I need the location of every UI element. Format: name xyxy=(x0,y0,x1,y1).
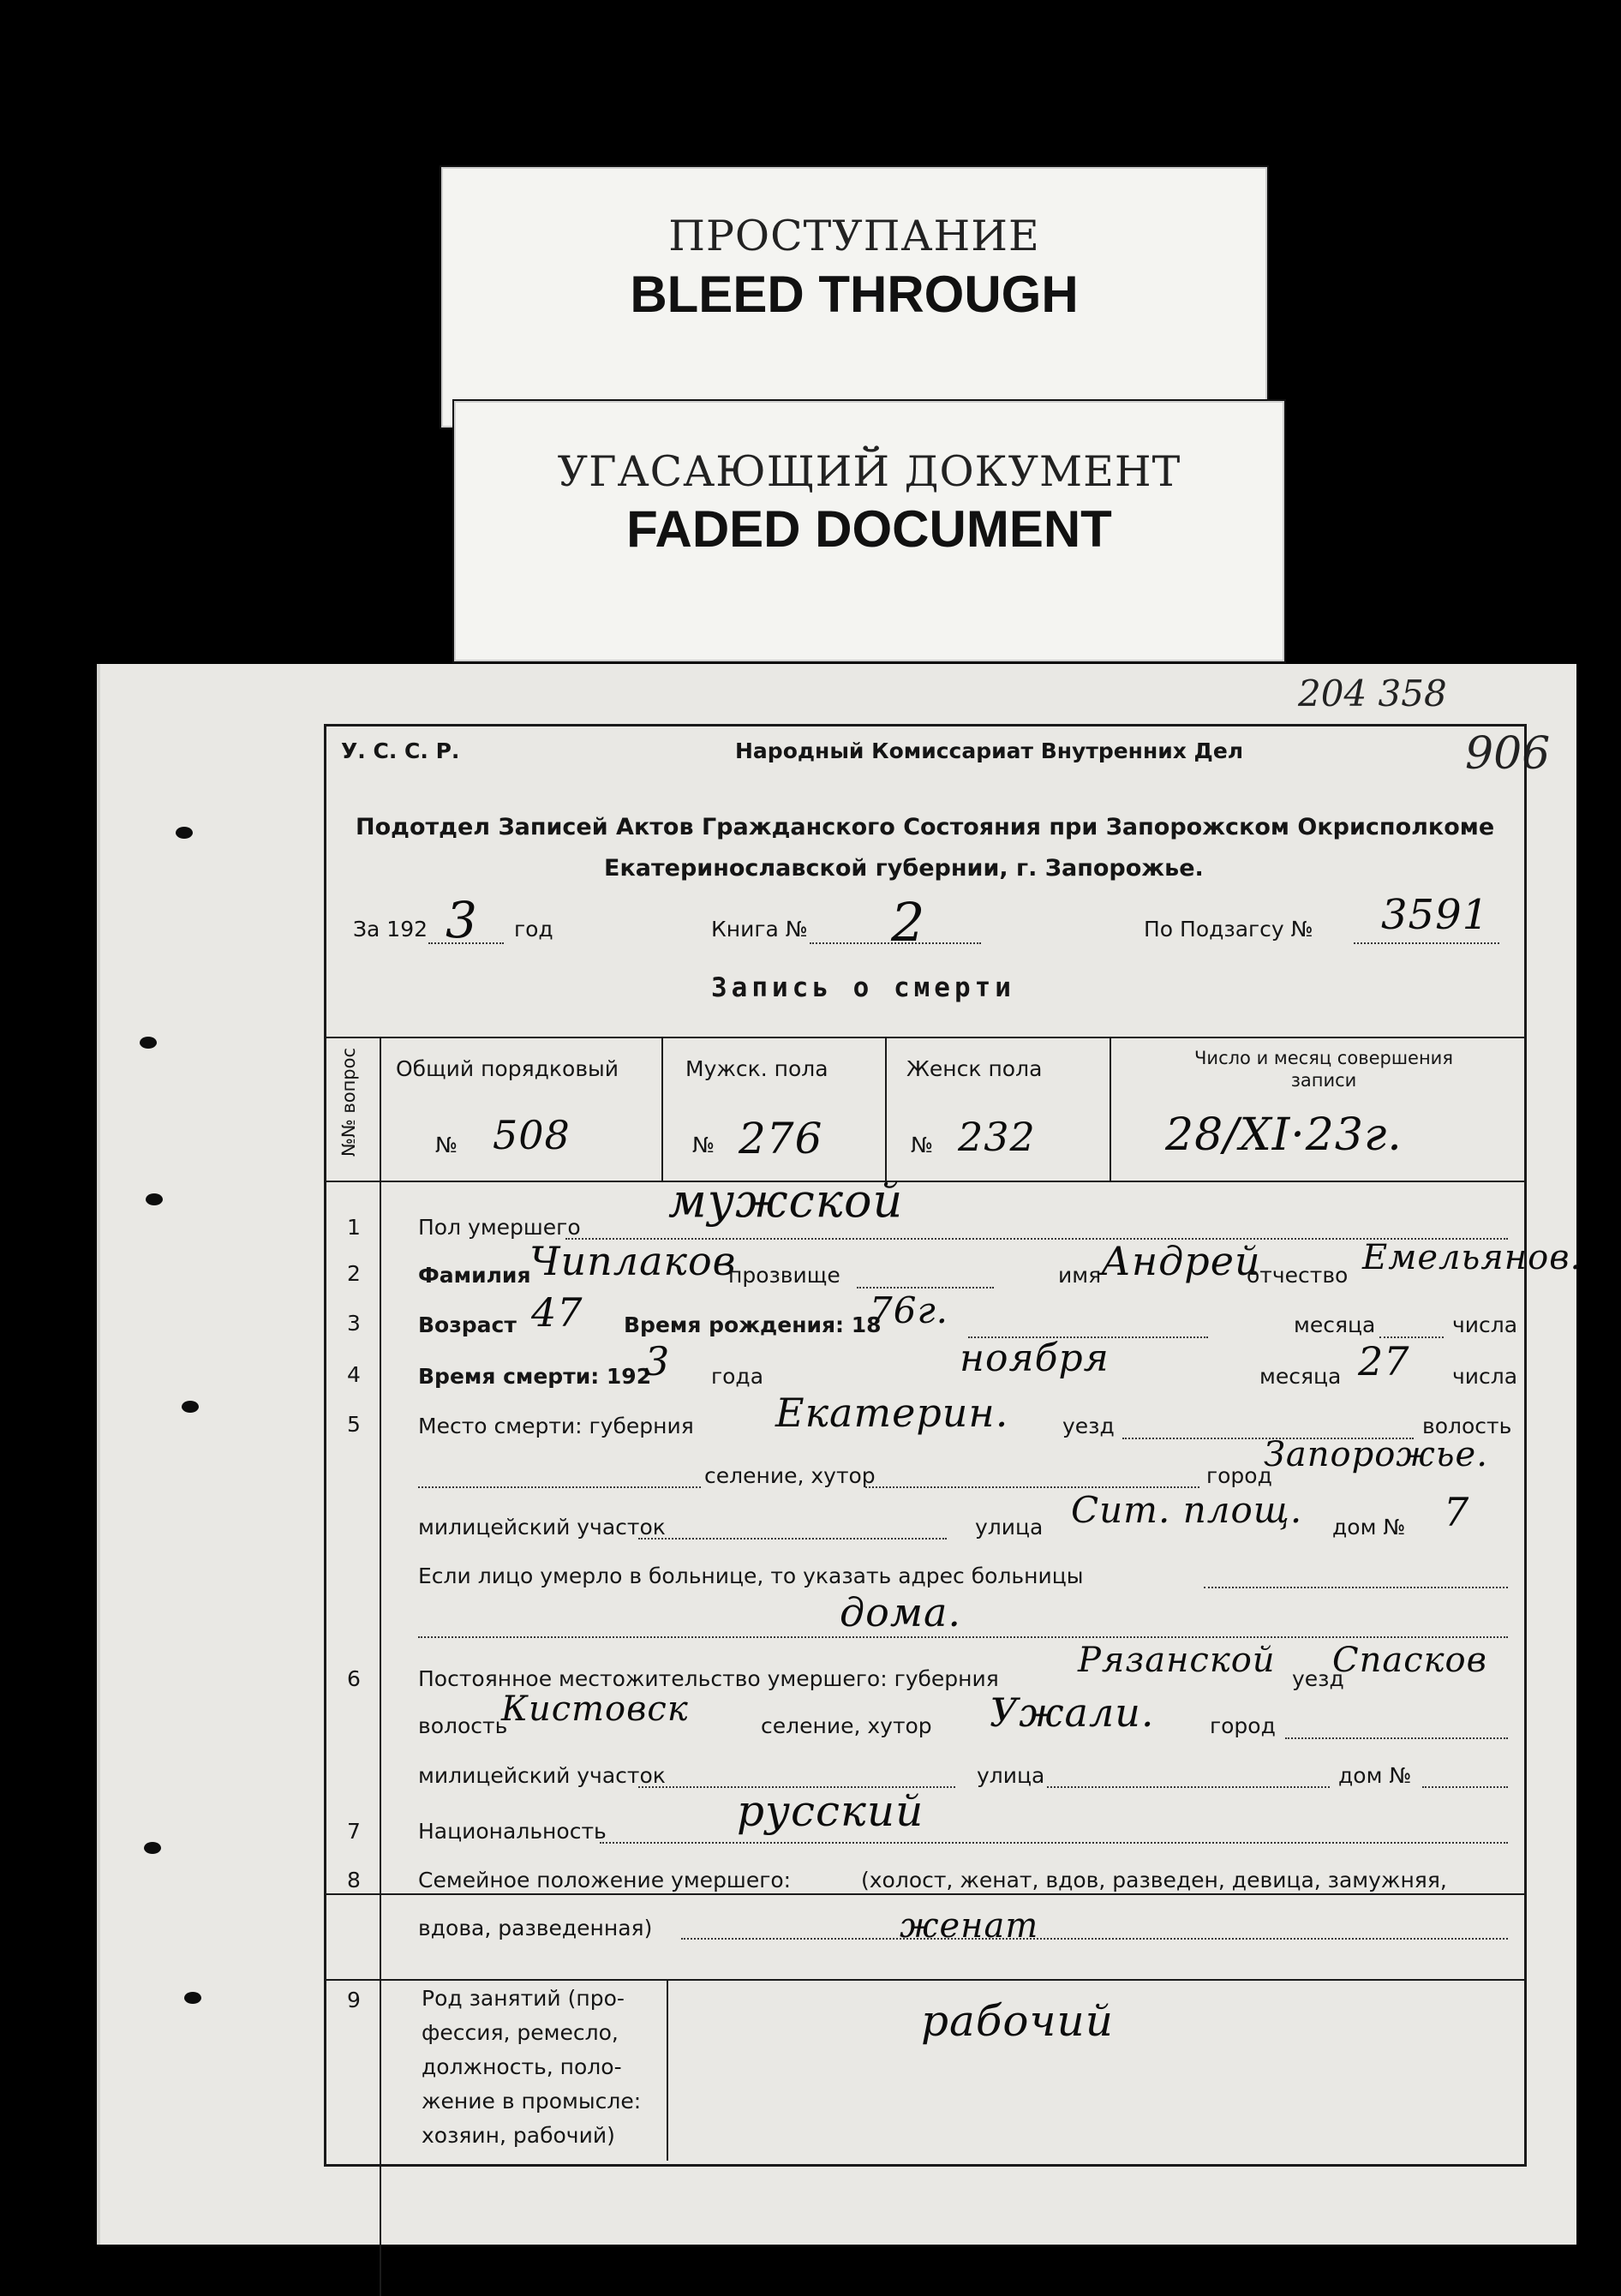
family-status-options-cont: вдова, разведенная) xyxy=(418,1916,653,1940)
archive-number-note-2: 906 xyxy=(1465,728,1551,780)
archive-number-note: 204 358 xyxy=(1298,673,1447,715)
death-year-suffix: года xyxy=(711,1364,764,1389)
record-title: Запись о смерти xyxy=(711,972,1015,1003)
house-value: 7 xyxy=(1444,1489,1470,1535)
street-label: улица xyxy=(975,1515,1044,1540)
patronymic-value: Емельянов. xyxy=(1362,1238,1582,1277)
row-number-1: 1 xyxy=(347,1215,361,1240)
male-header: Мужск. пола xyxy=(685,1056,828,1081)
death-day-label: числа xyxy=(1452,1364,1518,1389)
death-place-gubernia-value: Екатерин. xyxy=(775,1390,1009,1436)
sex-value: мужской xyxy=(668,1174,904,1228)
nickname-label: прозвище xyxy=(728,1263,840,1288)
occupation-label-line-4: жение в промысле: xyxy=(422,2089,642,2114)
residence-uezd-value: Спасков xyxy=(1332,1641,1487,1680)
punch-hole xyxy=(184,1992,201,2004)
death-time-label: Время смерти: 192 xyxy=(418,1364,652,1389)
book-value: 2 xyxy=(891,891,926,954)
bleed-through-en: BLEED THROUGH xyxy=(630,266,1079,323)
house-label: дом № xyxy=(1332,1515,1406,1540)
punch-hole xyxy=(144,1842,161,1854)
birth-month-label: месяца xyxy=(1294,1312,1376,1337)
residence-village-value: Ужали. xyxy=(990,1689,1155,1736)
residence-uezd-label: уезд xyxy=(1292,1666,1344,1691)
occupation-label-line-1: Род занятий (про- xyxy=(422,1986,625,2011)
residence-label: Постоянное местожительство умершего: губерния xyxy=(418,1666,999,1691)
sub-registry-label: По Подзагсу № xyxy=(1144,917,1313,942)
nationality-value: русский xyxy=(737,1786,924,1836)
surname-value: Чиплаков xyxy=(529,1238,737,1284)
record-date-value: 28/XI·23г. xyxy=(1165,1109,1403,1161)
punch-hole xyxy=(176,827,193,839)
family-status-options: (холост, женат, вдов, разведен, девица, замужняя, xyxy=(861,1868,1447,1892)
age-value: 47 xyxy=(531,1289,583,1336)
village-label: селение, хутор xyxy=(704,1463,876,1488)
punch-hole xyxy=(140,1037,157,1049)
hospital-label: Если лицо умерло в больнице, то указать адрес больницы xyxy=(418,1564,1084,1588)
general-order-header: Общий порядковый xyxy=(396,1056,619,1081)
faded-document-en: FADED DOCUMENT xyxy=(626,500,1112,558)
city-value: Запорожье. xyxy=(1264,1435,1488,1474)
general-no-sign: № xyxy=(435,1133,458,1157)
death-place-label: Место смерти: губерния xyxy=(418,1414,694,1438)
row-number-7: 7 xyxy=(347,1819,361,1844)
uezd-label: уезд xyxy=(1062,1414,1115,1438)
faded-document-ru: УГАСАЮЩИЙ ДОКУМЕНТ xyxy=(557,447,1181,496)
surname-label: Фамилия xyxy=(418,1263,531,1288)
residence-volost-label: волость xyxy=(418,1713,508,1738)
punch-hole xyxy=(146,1193,163,1205)
residence-street-label: улица xyxy=(977,1763,1045,1788)
family-status-value: женат xyxy=(900,1906,1039,1946)
street-value: Сит. площ. xyxy=(1071,1489,1303,1531)
record-date-header: Число и месяц совершения записи xyxy=(1194,1048,1453,1091)
hospital-value: дома. xyxy=(840,1589,962,1635)
nationality-label: Национальность xyxy=(418,1819,607,1844)
year-suffix: год xyxy=(514,917,553,942)
militia-label: милицейский участок xyxy=(418,1515,666,1540)
residence-militia-label: милицейский участок xyxy=(418,1763,666,1788)
year-label: За 192 xyxy=(353,917,428,942)
name-label: имя xyxy=(1058,1263,1102,1288)
residence-gubernia-value: Рязанской xyxy=(1078,1641,1276,1680)
department-line-1: Подотдел Записей Актов Гражданского Состояния при Запорожском Окрисполкоме xyxy=(356,814,1495,840)
row-number-5: 5 xyxy=(347,1412,361,1437)
question-number-header: №№ вопрос xyxy=(338,1047,359,1157)
family-status-label: Семейное положение умершего: xyxy=(418,1868,792,1892)
ussr-label: У. С. С. Р. xyxy=(341,738,460,763)
row-number-9: 9 xyxy=(347,1988,361,2012)
female-count-value: 232 xyxy=(958,1114,1036,1160)
commissariat-label: Народный Комиссариат Внутренних Дел xyxy=(735,738,1244,763)
residence-village-label: селение, хутор xyxy=(761,1713,932,1738)
sub-registry-value: 3591 xyxy=(1381,891,1490,939)
year-value: 3 xyxy=(446,891,478,949)
row-number-8: 8 xyxy=(347,1868,361,1892)
occupation-label-line-5: хозяин, рабочий) xyxy=(422,2123,615,2148)
female-no-sign: № xyxy=(911,1133,934,1157)
birth-label: Время рождения: 18 xyxy=(624,1312,882,1337)
city-label: город xyxy=(1206,1463,1272,1488)
row-number-6: 6 xyxy=(347,1666,361,1691)
bleed-through-label-card xyxy=(441,167,1267,428)
occupation-value: рабочий xyxy=(921,1996,1114,2046)
name-value: Андрей xyxy=(1101,1238,1261,1284)
death-year-value: 3 xyxy=(644,1338,671,1384)
occupation-label-line-2: фессия, ремесло, xyxy=(422,2020,619,2045)
death-month-label: месяца xyxy=(1259,1364,1342,1389)
general-order-value: 508 xyxy=(493,1112,571,1158)
patronymic-label: отчество xyxy=(1247,1263,1349,1288)
row-number-3: 3 xyxy=(347,1311,361,1336)
birth-day-label: числа xyxy=(1452,1312,1518,1337)
male-count-value: 276 xyxy=(739,1114,823,1163)
birth-year-value: 76г. xyxy=(870,1289,949,1331)
residence-volost-value: Кистовск xyxy=(501,1689,689,1729)
volost-label: волость xyxy=(1422,1414,1512,1438)
book-label: Книга № xyxy=(711,917,808,942)
death-day-value: 27 xyxy=(1358,1338,1410,1384)
death-month-value: ноября xyxy=(960,1336,1110,1380)
department-line-2: Екатеринославской губернии, г. Запорожье. xyxy=(604,855,1204,882)
male-no-sign: № xyxy=(692,1133,715,1157)
age-label: Возраст xyxy=(418,1312,517,1337)
row-number-2: 2 xyxy=(347,1261,361,1286)
residence-city-label: город xyxy=(1210,1713,1276,1738)
residence-house-label: дом № xyxy=(1338,1763,1412,1788)
faded-document-label-card xyxy=(454,401,1284,661)
bleed-through-ru: ПРОСТУПАНИЕ xyxy=(668,212,1040,260)
row-number-4: 4 xyxy=(347,1362,361,1387)
punch-hole xyxy=(182,1401,199,1413)
sex-label: Пол умершего xyxy=(418,1215,581,1240)
female-header: Женск пола xyxy=(906,1056,1043,1081)
occupation-label-line-3: должность, поло- xyxy=(422,2054,622,2079)
